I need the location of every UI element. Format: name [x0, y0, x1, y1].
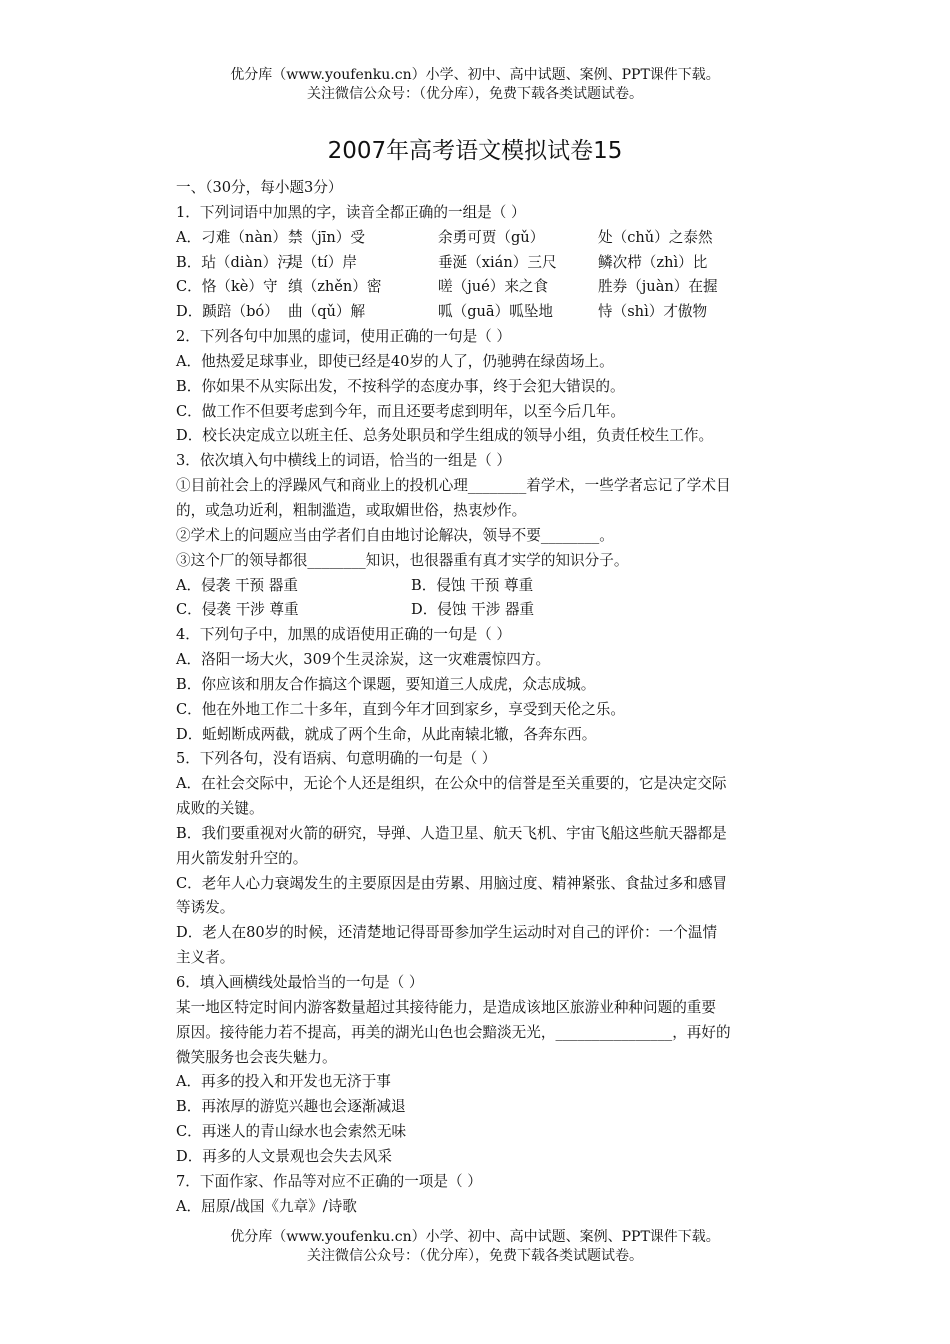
option-cell: C．恪（kè）守	[176, 278, 278, 296]
option-cell: 余勇可贾（gǔ）	[438, 228, 545, 246]
question-5-line: A．在社会交际中，无论个人还是组织，在公众中的信誉是至关重要的，它是决定交际	[176, 775, 727, 793]
section-heading: 一、（30分，每小题3分）	[176, 179, 343, 196]
page-header	[0, 66, 950, 104]
option-cell: B．侵蚀 干预 尊重	[411, 576, 534, 594]
question-5-line: C．老年人心力衰竭发生的主要原因是由劳累、用脑过度、精神紧张、食盐过多和感冒	[176, 874, 728, 892]
question-2-option: D．校长决定成立以班主任、总务处职员和学生组成的领导小组，负责任校生工作。	[176, 427, 714, 445]
question-6-option: A．再多的投入和开发也无济于事	[176, 1073, 391, 1091]
question-5-stem: 5．下列各句，没有语病、句意明确的一句是（ ）	[176, 750, 497, 768]
exam-content	[176, 176, 816, 1219]
question-6-option: C．再迷人的青山绿水也会索然无味	[176, 1123, 407, 1141]
question-6-line: 微笑服务也会丧失魅力。	[176, 1048, 337, 1066]
option-cell: 曲（qǔ）解	[288, 303, 366, 321]
question-5-line: 主义者。	[176, 949, 235, 967]
question-3-option-row	[176, 574, 816, 599]
option-cell: A．侵袭 干预 器重	[176, 576, 298, 594]
question-5-line: B．我们要重视对火箭的研究，导弹、人造卫星、航天飞机、宇宙飞船这些航天器都是	[176, 824, 727, 842]
option-cell: 处（chǔ）之泰然	[598, 228, 713, 246]
option-cell: A．刁难（nàn）	[176, 228, 288, 246]
question-3-stem: 3．依次填入句中横线上的词语，恰当的一组是（ ）	[176, 452, 511, 470]
question-6-option: D．再多的人文景观也会失去风采	[176, 1147, 393, 1165]
question-2-stem: 2．下列各句中加黑的虚词，使用正确的一句是（ ）	[176, 328, 511, 346]
question-5-line: 成败的关键。	[176, 800, 264, 818]
option-cell: B．玷（diàn）污	[176, 253, 292, 271]
question-3-line: 的，或急功近利，粗制滥造，或取媚世俗，热衷炒作。	[176, 501, 527, 519]
option-cell: 禁（jīn）受	[288, 228, 365, 246]
footer-line-1: 优分库（www.youfenku.cn）小学、初中、高中试题、案例、PPT课件下载。	[230, 1229, 720, 1245]
question-5-line: 等诱发。	[176, 899, 235, 917]
header-line-1: 优分库（www.youfenku.cn）小学、初中、高中试题、案例、PPT课件下载。	[230, 67, 720, 83]
question-4-option: A．洛阳一场大火，309个生灵涂炭，这一灾难震惊四方。	[176, 651, 551, 669]
question-2-option: B．你如果不从实际出发，不按科学的态度办事，终于会犯大错误的。	[176, 377, 625, 395]
footer-line-2: 关注微信公众号：（优分库），免费下载各类试题试卷。	[307, 1248, 643, 1264]
question-1-option-row	[176, 251, 816, 276]
question-6-stem: 6．填入画横线处最恰当的一句是（ ）	[176, 974, 424, 991]
question-2-option: C．做工作不但要考虑到今年，而且还要考虑到明年，以至今后几年。	[176, 402, 625, 420]
question-7-option: A．屈原/战国《九章》/诗歌	[176, 1197, 357, 1215]
question-1-option-row	[176, 300, 816, 325]
question-4-stem: 4．下列句子中，加黑的成语使用正确的一句是（ ）	[176, 626, 511, 644]
question-5-line: D．老人在80岁的时候，还清楚地记得哥哥参加学生运动时对自己的评价：一个温情	[176, 924, 718, 942]
question-7-stem: 7．下面作家、作品等对应不正确的一项是（ ）	[176, 1172, 482, 1190]
question-5-line: 用火箭发射升空的。	[176, 849, 308, 867]
question-6-line: 某一地区特定时间内游客数量超过其接待能力，是造成该地区旅游业种种问题的重要	[176, 998, 716, 1016]
option-cell: 嗟（jué）来之食	[438, 278, 549, 296]
option-cell: C．侵袭 干涉 尊重	[176, 601, 299, 619]
option-cell: 胜券（juàn）在握	[598, 278, 718, 296]
option-cell: D．踬踣（bó）	[176, 303, 279, 321]
option-cell: 堤（tí）岸	[288, 253, 357, 271]
question-3-line: ③这个厂的领导都很________知识，也很器重有真才实学的知识分子。	[176, 551, 629, 569]
question-2-option: A．他热爱足球事业，即使已经是40岁的人了，仍驰骋在绿茵场上。	[176, 352, 614, 370]
option-cell: 呱（guā）呱坠地	[438, 303, 554, 321]
option-cell: 恃（shì）才傲物	[598, 303, 708, 321]
question-6-line: 原因。接待能力若不提高，再美的湖光山色也会黯淡无光，________________，再好的	[176, 1023, 731, 1041]
option-cell: 缜（zhěn）密	[288, 278, 382, 296]
page-title: 2007年高考语文模拟试卷15	[327, 138, 623, 164]
question-6-option: B．再浓厚的游览兴趣也会逐渐减退	[176, 1098, 406, 1116]
question-3-line: ②学术上的问题应当由学者们自由地讨论解决，领导不要________。	[176, 526, 614, 544]
question-3-line: ①目前社会上的浮躁风气和商业上的投机心理________着学术，一些学者忘记了学术目	[176, 477, 731, 495]
page-footer	[0, 1228, 950, 1266]
question-1-option-row	[176, 275, 816, 300]
option-cell: D．侵蚀 干涉 器重	[411, 601, 535, 619]
question-4-option: D．蚯蚓断成两截，就成了两个生命，从此南辕北辙，各奔东西。	[176, 725, 597, 743]
question-1-stem: 1．下列词语中加黑的字，读音全都正确的一组是（ ）	[176, 203, 526, 221]
question-4-option: B．你应该和朋友合作搞这个课题，要知道三人成虎，众志成城。	[176, 675, 596, 693]
question-3-option-row	[176, 598, 816, 623]
option-cell: 鳞次栉（zhì）比	[598, 253, 708, 271]
header-line-2: 关注微信公众号：（优分库），免费下载各类试题试卷。	[307, 86, 643, 102]
question-4-option: C．他在外地工作二十多年，直到今年才回到家乡，享受到天伦之乐。	[176, 700, 625, 718]
question-1-option-row	[176, 226, 816, 251]
option-cell: 垂涎（xián）三尺	[438, 253, 557, 271]
